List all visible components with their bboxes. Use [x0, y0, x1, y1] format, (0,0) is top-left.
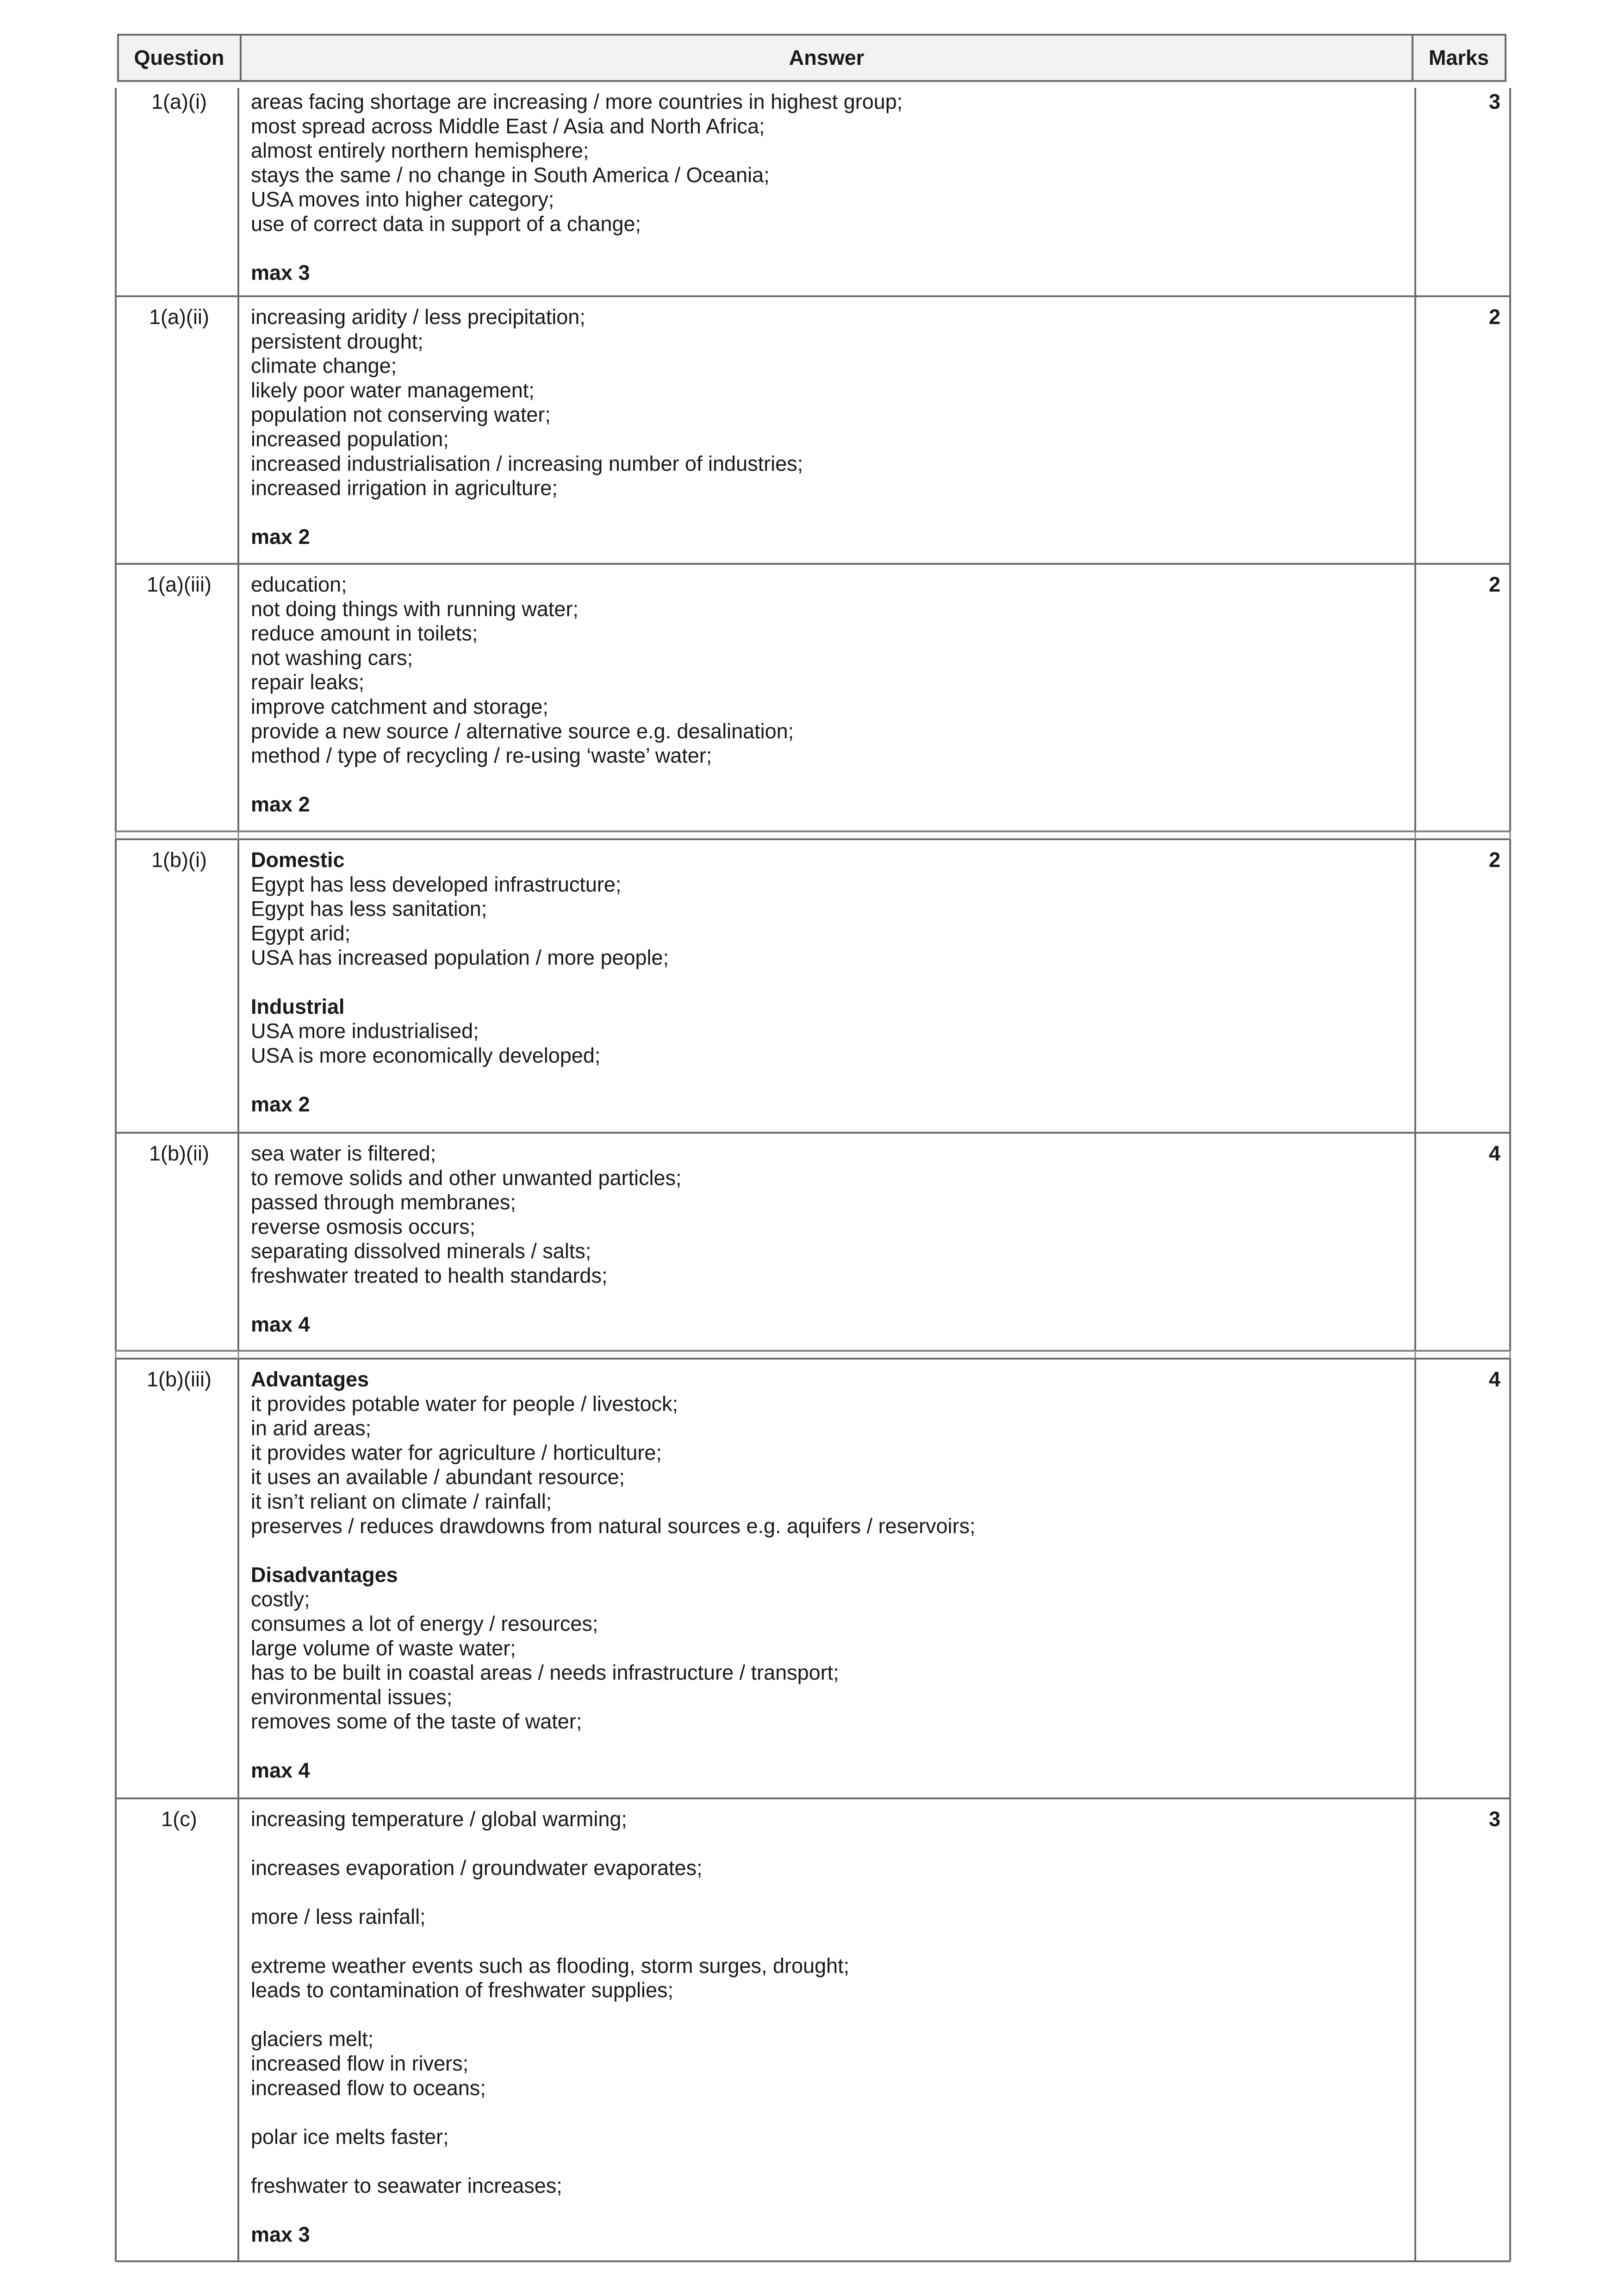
answer-line: leads to contamination of freshwater supplies; — [251, 1978, 674, 2002]
answer-line: stays the same / no change in South America / Oceania; — [251, 163, 770, 187]
answer-line: more / less rainfall; — [251, 1905, 426, 1929]
answer-line: environmental issues; — [251, 1685, 453, 1709]
answer-line: it provides water for agriculture / horticulture; — [251, 1441, 662, 1465]
answer-line: use of correct data in support of a change; — [251, 212, 641, 236]
table-row — [116, 296, 1510, 564]
question-number: 1(b)(ii) — [149, 1142, 209, 1165]
answer-line: freshwater treated to health standards; — [251, 1264, 608, 1287]
answer-line: sea water is filtered; — [251, 1142, 436, 1165]
answer-heading: max 4 — [251, 1758, 310, 1782]
answer-line: population not conserving water; — [251, 403, 551, 427]
marks-value: 4 — [1488, 1142, 1500, 1165]
answer-line: large volume of waste water; — [251, 1636, 516, 1660]
answer-line: almost entirely northern hemisphere; — [251, 138, 589, 162]
marks-value: 3 — [1488, 90, 1500, 113]
answer-line: removes some of the taste of water; — [251, 1710, 582, 1734]
answer-line: increasing aridity / less precipitation; — [251, 305, 585, 329]
answer-line: glaciers melt; — [251, 2027, 374, 2051]
answer-line: extreme weather events such as flooding, storm surges, drought; — [251, 1953, 850, 1978]
header-marks: Marks — [1428, 46, 1489, 69]
table-body — [116, 88, 1510, 2261]
answer-heading: max 2 — [251, 1092, 310, 1116]
question-number: 1(a)(iii) — [147, 573, 212, 596]
answer-line: in arid areas; — [251, 1416, 372, 1440]
question-number: 1(a)(i) — [151, 90, 207, 113]
marks-value: 3 — [1488, 1807, 1500, 1831]
answer-line: has to be built in coastal areas / needs infrastructure / transport; — [251, 1660, 839, 1685]
header-question: Question — [134, 46, 224, 69]
header-answer: Answer — [789, 46, 865, 69]
answer-line: provide a new source / alternative source e.g. desalination; — [251, 719, 794, 743]
answer-line: polar ice melts faster; — [251, 2125, 449, 2149]
answer-heading: Industrial — [251, 994, 345, 1018]
answer-heading: max 3 — [251, 261, 310, 285]
answer-line: increased population; — [251, 427, 449, 451]
answer-line: Egypt has less sanitation; — [251, 897, 487, 921]
answer-heading: max 2 — [251, 525, 310, 549]
table-row — [116, 1133, 1510, 1351]
answer-line: improve catchment and storage; — [251, 695, 548, 718]
question-number: 1(b)(iii) — [147, 1367, 212, 1391]
answer-heading: max 2 — [251, 792, 310, 817]
answer-line: increased flow in rivers; — [251, 2052, 469, 2075]
answer-line: it isn’t reliant on climate / rainfall; — [251, 1490, 552, 1513]
question-number: 1(c) — [161, 1807, 197, 1831]
marks-value: 2 — [1488, 848, 1500, 872]
answer-heading: max 3 — [251, 2222, 310, 2246]
answer-line: consumes a lot of energy / resources; — [251, 1612, 598, 1635]
marks-value: 2 — [1488, 573, 1500, 596]
answer-line: reduce amount in toilets; — [251, 621, 478, 645]
answer-line: it uses an available / abundant resource; — [251, 1465, 625, 1489]
answer-line: areas facing shortage are increasing / more countries in highest group; — [251, 90, 903, 113]
answer-line: reverse osmosis occurs; — [251, 1215, 476, 1239]
answer-heading: max 4 — [251, 1312, 310, 1336]
answer-line: most spread across Middle East / Asia and North Africa; — [251, 114, 765, 138]
answer-line: not washing cars; — [251, 646, 413, 670]
answer-line: USA has increased population / more people; — [251, 946, 669, 970]
answer-line: increased industrialisation / increasing number of industries; — [251, 451, 803, 475]
answer-line: method / type of recycling / re-using ‘waste’ water; — [251, 743, 712, 767]
answer-line: USA is more economically developed; — [251, 1043, 601, 1067]
answer-line: separating dissolved minerals / salts; — [251, 1239, 591, 1263]
table-row — [116, 1798, 1510, 2261]
answer-line: persistent drought; — [251, 329, 423, 353]
answer-line: freshwater to seawater increases; — [251, 2174, 562, 2197]
answer-line: not doing things with running water; — [251, 597, 579, 621]
table-row — [116, 88, 1510, 296]
answer-line: USA more industrialised; — [251, 1019, 479, 1043]
answer-line: likely poor water management; — [251, 378, 535, 402]
answer-heading: Disadvantages — [251, 1563, 398, 1587]
answer-line: it provides potable water for people / livestock; — [251, 1391, 678, 1416]
answer-line: to remove solids and other unwanted particles; — [251, 1166, 682, 1190]
question-number: 1(b)(i) — [151, 848, 207, 872]
answer-line: climate change; — [251, 354, 397, 378]
answer-line: increased flow to oceans; — [251, 2076, 486, 2100]
answer-line: passed through membranes; — [251, 1190, 516, 1214]
answer-line: preserves / reduces drawdowns from natural sources e.g. aquifers / reservoirs; — [251, 1514, 976, 1538]
question-number: 1(a)(ii) — [149, 305, 209, 329]
answer-line: increasing temperature / global warming; — [251, 1807, 627, 1831]
table-header — [118, 35, 1506, 81]
table-row — [116, 831, 1510, 1133]
table-row — [116, 564, 1510, 831]
answer-line: increased irrigation in agriculture; — [251, 476, 558, 500]
answer-line: Egypt arid; — [251, 921, 351, 945]
answer-line: repair leaks; — [251, 670, 365, 694]
answer-line: education; — [251, 573, 347, 596]
answer-heading: Advantages — [251, 1367, 369, 1391]
answer-line: costly; — [251, 1587, 310, 1611]
answer-line: increases evaporation / groundwater evaporates; — [251, 1856, 703, 1880]
marks-value: 4 — [1488, 1367, 1500, 1391]
table-row — [116, 1351, 1510, 1798]
answer-heading: Domestic — [251, 848, 345, 872]
marks-value: 2 — [1488, 305, 1500, 329]
answer-line: Egypt has less developed infrastructure; — [251, 872, 622, 896]
answer-line: USA moves into higher category; — [251, 187, 554, 212]
